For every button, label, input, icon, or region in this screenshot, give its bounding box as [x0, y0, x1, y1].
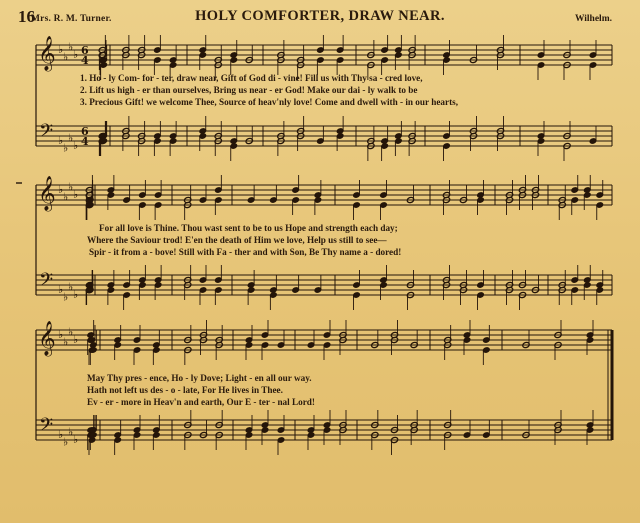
treble-clef: 𝄞 — [38, 36, 56, 71]
tune-name: Wilhelm. — [574, 14, 612, 24]
composer-credit: Mrs. R. M. Turner. — [31, 14, 112, 24]
lyric-line: Ev - er - more in Heav'n and earth, Our E - ter - nal Lord! — [87, 397, 315, 407]
lyric-line: 2. Lift us high - er than ourselves, Bring us near - er God! Make our dai - ly walk to be — [80, 85, 418, 95]
time-signature-bottom: 4 — [81, 54, 89, 67]
flat-sign: ♭ — [73, 288, 79, 301]
flat-sign: ♭ — [63, 141, 69, 155]
hymn-title: HOLY COMFORTER, DRAW NEAR. — [195, 8, 445, 24]
flat-sign: ♭ — [68, 325, 74, 339]
flat-sign: ♭ — [68, 180, 74, 194]
flat-sign: ♭ — [58, 328, 64, 341]
lyric-line: Hath not left us des - o - late, For He lives in Thee. — [87, 385, 283, 395]
flat-sign: ♭ — [58, 428, 64, 441]
treble-clef: 𝄞 — [38, 176, 56, 211]
lyric-line: 1. Ho - ly Com- for - ter, draw near, Gift of God di - vine! Fill us with Thy sa - cred love, — [80, 73, 423, 83]
flat-sign: ♭ — [68, 425, 74, 439]
flat-sign: ♭ — [68, 280, 74, 294]
lyric-line: 3. Precious Gift! we welcome Thee, Source of heav'nly love! Come and dwell with - in our hearts, — [80, 97, 459, 107]
flat-sign: ♭ — [73, 48, 79, 61]
flat-sign: ♭ — [63, 50, 69, 64]
flat-sign: ♭ — [63, 190, 69, 204]
bass-clef: 𝄢 — [39, 415, 54, 440]
flat-sign: ♭ — [68, 131, 74, 145]
page-number: 16 — [18, 7, 35, 26]
flat-sign: ♭ — [73, 433, 79, 446]
flat-sign: ♭ — [73, 139, 79, 152]
flat-sign: ♭ — [63, 290, 69, 304]
lyric-line: For all love is Thine. Thou wast sent to be to us Hope and strength each day; — [99, 223, 398, 233]
flat-sign: ♭ — [63, 435, 69, 449]
bass-clef: 𝄢 — [39, 121, 54, 146]
time-signature-bottom: 4 — [81, 135, 89, 148]
flat-sign: ♭ — [58, 134, 64, 147]
flat-sign: ♭ — [73, 333, 79, 346]
flat-sign: ♭ — [63, 335, 69, 349]
treble-clef: 𝄞 — [38, 321, 56, 356]
time-signature-top: 6 — [81, 44, 89, 57]
lyric-line: May Thy pres - ence, Ho - ly Dove; Light - en all our way. — [87, 373, 312, 383]
time-signature-top: 6 — [81, 125, 89, 138]
flat-sign: ♭ — [58, 183, 64, 196]
lyric-line: Spir - it from a - bove! Still with Fa - ther and with Son, Be Thy name a - dored! — [89, 247, 402, 257]
flat-sign: ♭ — [58, 283, 64, 296]
flat-sign: ♭ — [68, 40, 74, 54]
flat-sign: ♭ — [58, 43, 64, 56]
lyric-line: Where the Saviour trod! E'en the death of Him we love, Help us still to see— — [87, 235, 387, 245]
bass-clef: 𝄢 — [39, 270, 54, 295]
flat-sign: ♭ — [73, 188, 79, 201]
